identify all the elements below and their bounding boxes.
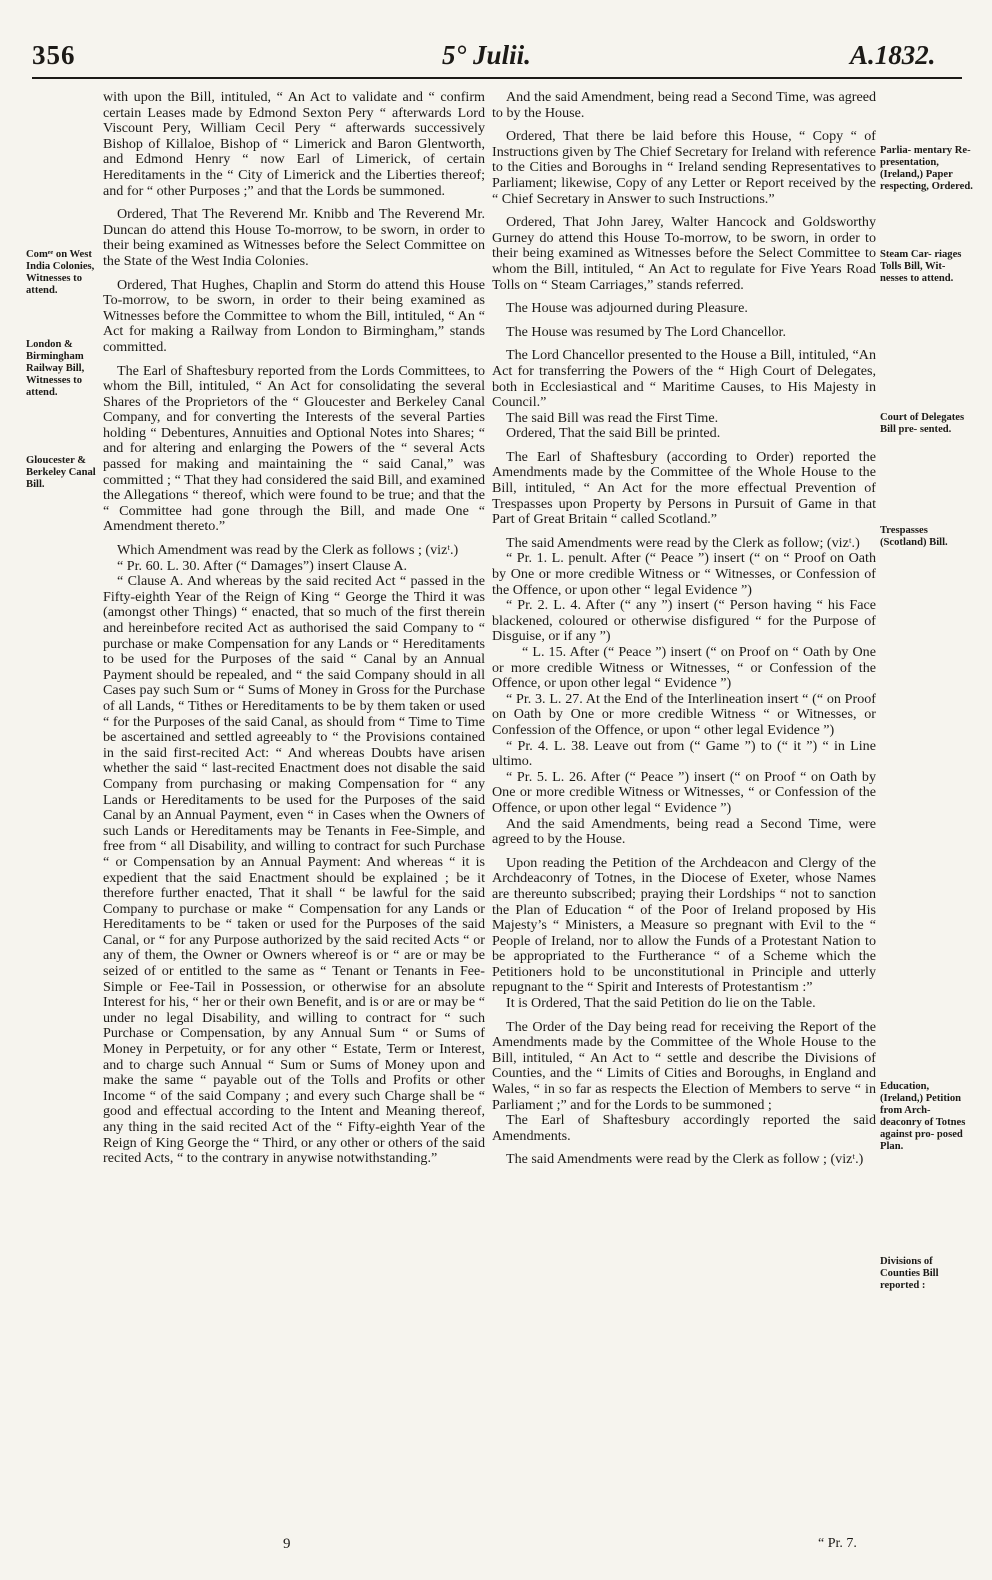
paragraph: “ Pr. 5. L. 26. After (“ Peace ”) insert (“ on Proof “ on Oath by One or more credible Witness or Witnesses, “ or Confession of the Offence, or upon other legal “ Evidence ”) xyxy=(492,768,876,816)
paragraph: Ordered, That the said Bill be printed. xyxy=(506,425,721,442)
margin-note-london-birmingham: London & Birmingham Railway Bill, Witnesses to attend. xyxy=(26,339,85,398)
left-column xyxy=(103,90,485,1167)
margin-note-court-delegates: Court of Delegates Bill pre- sented. xyxy=(880,412,965,435)
margin-note-trespasses: Trespasses (Scotland) Bill. xyxy=(880,525,948,548)
page-date: 5° Julii. xyxy=(442,40,531,70)
page-number: 356 xyxy=(32,40,76,70)
page-year: A.1832. xyxy=(850,40,936,70)
margin-note-west-india: Comᵉᵉ on West India Colonies, Witnesses to attend. xyxy=(26,249,95,296)
paragraph: “ Clause A. And whereas by the said recited Act “ passed in the Fifty-eighth Year of the Reign of King “ George the Third it was (amongst other Things) “ enacted, that so much of the first therein and hereinbefore recited Act as authorised the said Company to “ purchase or make Compensation for any Lands or “ Hereditaments to be used for the Purposes of the said “ Canal by an Annual Payment should be repealed, and “ the said Company should in all Cases pay such Sum or “ Sums of Money in Gross for the Purchase of all Lands, “ Tithes or Hereditaments to be by them taken or used “ for the Purposes of the said Canal, as should from “ Time to Time be ascertained and settled agreeably to “ the Provisions contained in the said first-recited Act: “ And whereas Doubts have arisen whether the said “ last-recited Enactment does not disable the said Company from purchasing or making Compensation for “ any Lands or Hereditaments to be used for the Purposes of the said Canal by an Annual Payment, even “ in Cases when the Owners of such Lands or Hereditaments may be Tenants in Fee-Simple, and free from “ all Disability, and willing to contract for such Purchase “ or Compensation by an Annual Payment: And whereas “ it is expedient that the said Enactment should be explained ; be it therefore further enacted, That it shall “ be lawful for the said Company to purchase or make “ Compensation for any Lands or Hereditaments to be “ taken or used for the Purposes of the said Canal, or “ for any Purpose authorized by the said recited Acts “ or any of them, the Owner or Owners whereof is or “ are or may be seized of or entitled to the same as “ Tenant or Tenants in Fee-Simple or Fee-Tail in Possession, or otherwise for an absolute Interest for his, “ her or their own Benefit, and is or are or may be “ under no legal Disability, and willing to contract for “ such Purchase or Compensation, by any Annual Sum “ or Sums of Money in Perpetuity, or for any other “ Estate, Term or Interest, and to charge such Annual “ Sum or Sums of Money upon and make the same “ payable out of the Tolls and Profits or other Income “ of the said Company ; and every such Charge shall be “ good and effectual according to the Intent and Meaning thereof, any thing in the said recited Act of the “ Fifty-eighth Year of the Reign of King George the “ Third, or any other or others of the said recited Acts, “ to the contrary in anywise notwithstanding.” xyxy=(103,573,485,1167)
margin-note-gloucester: Gloucester & Berkeley Canal Bill. xyxy=(26,455,96,490)
paragraph: Ordered, That there be laid before this House, “ Copy “ of Instructions given by The Chief Secretary for Ireland with reference to the Cities and Boroughs in “ Ireland sending Representatives to Parliament; likewise, Copy of any Letter or Report received by the “ Chief Secretary in Answer to such Instructions.” xyxy=(492,128,876,207)
paragraph: And the said Amendments, being read a Second Time, were agreed to by the House. xyxy=(492,815,876,848)
margin-note-parliamentary: Parlia- mentary Re- presentation, (Ireland,) Paper respecting, Ordered. xyxy=(880,145,973,192)
paragraph: The Earl of Shaftesbury accordingly reported the said Amendments. xyxy=(492,1112,876,1144)
catchword: “ Pr. 7. xyxy=(818,1536,857,1551)
margin-note-education: Education, (Ireland,) Petition from Arch- deaconry of Totnes against pro- posed Plan. xyxy=(880,1081,966,1152)
paragraph: The House was resumed by The Lord Chancellor. xyxy=(506,323,786,340)
signature-mark: 9 xyxy=(283,1536,291,1552)
paragraph: “ L. 15. After (“ Peace ”) insert (“ on Proof on “ Oath by One or more credible Witness or Witnesses, “ or Confession of the Offence, or upon other legal “ Evidence ”) xyxy=(492,644,876,692)
paragraph: “ Pr. 60. L. 30. After (“ Damages”) insert Clause A. xyxy=(117,557,408,574)
paragraph: “ Pr. 4. L. 38. Leave out from (“ Game ”) to (“ it ”) “ in Line ultimo. xyxy=(492,737,876,770)
paragraph: The said Amendments were read by the Clerk as follow ; (vizᵗ.) xyxy=(506,1151,864,1168)
paragraph: The Lord Chancellor presented to the House a Bill, intituled, “An Act for transferring the Powers of the “ High Court of Delegates, both in Ecclesiastical and “ Maritime Causes, to His Majesty in Council.” xyxy=(492,347,876,411)
paragraph: The Earl of Shaftesbury (according to Order) reported the Amendments made by the Committee of the Whole House to the Bill, intituled, “ An Act for the more effectual Prevention of Trespasses upon Property by Persons in Pursuit of Game in that Part of Great Britain “ called Scotland.” xyxy=(492,448,876,528)
paragraph: Which Amendment was read by the Clerk as follows ; (vizᵗ.) xyxy=(117,542,459,559)
paragraph: The Earl of Shaftesbury reported from the Lords Committees, to whom the Bill, intituled, “ An Act for consolidating the several Shares of the Proprietors of the “ Gloucester and Berkeley Canal Company, and for converting the Interests of the several Parties holding “ Debentures, Annuities and Optional Notes into Shares; “ and for altering and enlarging the Powers of the “ several Acts passed for making and maintaining the “ said Canal,” was committed ; “ That they had considered the said Bill, and examined the Allegations “ thereof, which were found to be true; and that the “ Committee had gone through the Bill, and made One “ Amendment thereto.” xyxy=(103,362,485,535)
paragraph: Ordered, That Hughes, Chaplin and Storm do attend this House To-morrow, to be sworn, in order to their being examined as Witnesses before the Committee to whom the Bill, intituled, “ An “ Act for making a Railway from London to Birmingham,” stands committed. xyxy=(103,276,485,355)
paragraph: Upon reading the Petition of the Archdeacon and Clergy of the Archdeaconry of Totnes, in the Diocese of Exeter, whose Names are thereunto subscribed; praying their Lordships “ not to sanction the Plan of Education “ of the Poor of Ireland proposed by His Majesty’s “ Ministers, a Measure so pregnant with Evil to the “ People of Ireland, nor to allow the Funds of a Protestant Nation to be appropriated to the Furtherance “ of a Scheme which the Petitioners hold to be unconstitutional in Principle and utterly repugnant to the “ Spirit and Interests of Protestantism :” xyxy=(492,854,876,996)
paragraph: Ordered, That The Reverend Mr. Knibb and The Reverend Mr. Duncan do attend this House To-morrow, to be sworn, in order to their being examined as Witnesses before the Select Committee on the State of the West India Colonies. xyxy=(103,206,485,269)
paragraph: “ Pr. 3. L. 27. At the End of the Interlineation insert “ (“ on Proof on Oath by One or more credible Witness “ or Witnesses, or Confession of the Offence, or upon “ other legal Evidence ”) xyxy=(492,690,876,738)
header-rule xyxy=(32,77,962,79)
paragraph: The House was adjourned during Pleasure. xyxy=(506,300,748,317)
paragraph: The said Amendments were read by the Clerk as follow; (vizᵗ.) xyxy=(506,534,860,551)
margin-note-steam: Steam Car- riages Tolls Bill, Wit- nesses to attend. xyxy=(880,249,962,284)
paragraph: The said Bill was read the First Time. xyxy=(506,409,719,426)
margin-note-divisions: Divisions of Counties Bill reported : xyxy=(880,1256,939,1291)
paragraph: Ordered, That John Jarey, Walter Hancock and Goldsworthy Gurney do attend this House To-morrow, to be sworn, in order to their being examined as Witnesses before the Select Committee to whom the Bill, intituled, “ An Act to regulate for Five Years Road Tolls on “ Steam Carriages,” stands referred. xyxy=(492,214,876,293)
paragraph: with upon the Bill, intituled, “ An Act to validate and “ confirm certain Leases made by Edmond Sexton Pery “ afterwards Lord Viscount Pery, William Cecil Pery “ afterwards successively Bishop of Killaloe, Bishop of “ Limerick and Baron Glentworth, and Edmond Henry “ now Earl of Limerick, of certain Hereditaments in the “ City of Limerick and the Liberties thereof; and for “ other Purposes ;” and that the Lords be summoned. xyxy=(103,89,485,199)
paragraph: “ Pr. 1. L. penult. After (“ Peace ”) insert (“ on “ Proof on Oath by One or more credible Witness or “ Witnesses, or Confession of the Offence, or upon other “ legal Evidence ”) xyxy=(492,550,876,598)
paragraph: And the said Amendment, being read a Second Time, was agreed to by the House. xyxy=(492,89,876,121)
paragraph: “ Pr. 2. L. 4. After (“ any ”) insert (“ Person having “ his Face blackened, coloured or otherwise disfigured “ for the Purpose of Disguise, or if any ”) xyxy=(492,597,876,645)
right-column xyxy=(492,90,876,1176)
paragraph: It is Ordered, That the said Petition do lie on the Table. xyxy=(506,995,816,1012)
paragraph: The Order of the Day being read for receiving the Report of the Amendments made by the Committee of the Whole House to the Bill, intituled, “ An Act to “ settle and describe the Divisions of Counties, and the “ Limits of Cities and Boroughs, in England and Wales, “ in so far as respects the Election of Members to serve “ in Parliament ;” and for the Lords to be summoned ; xyxy=(492,1018,876,1113)
